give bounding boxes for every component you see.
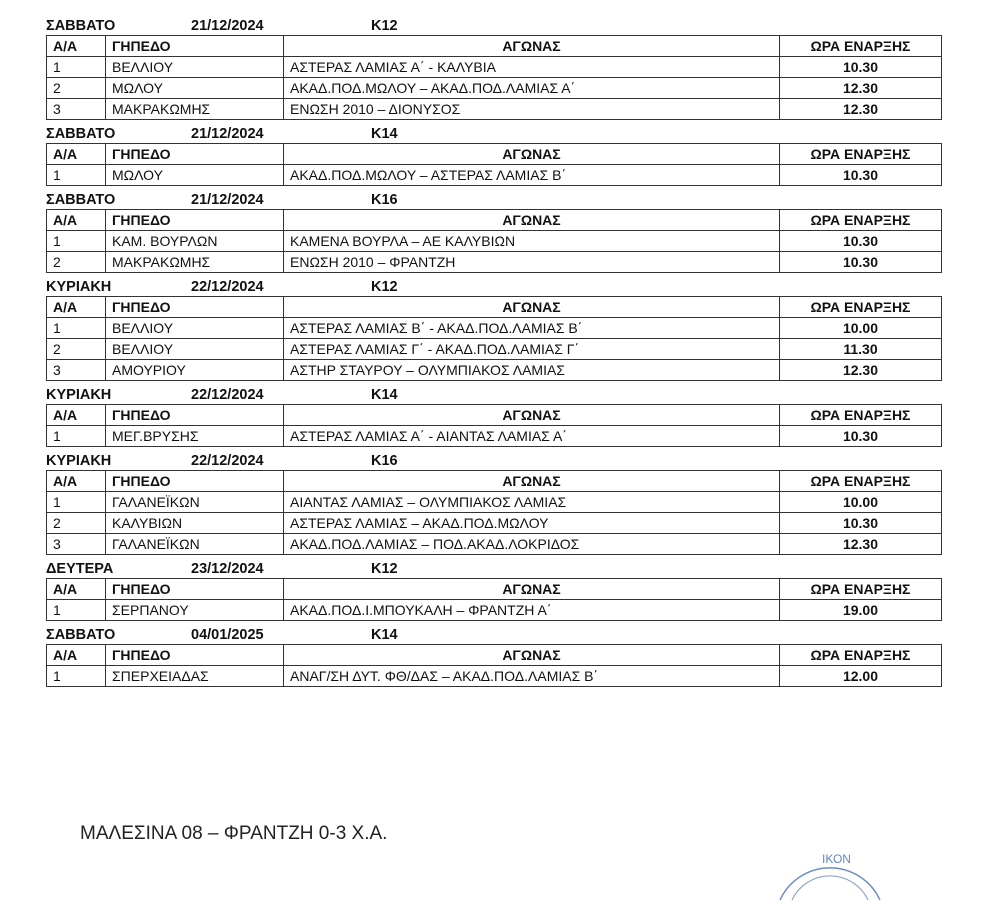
schedule-table [46,296,942,381]
date-label: 22/12/2024 [191,387,264,403]
cell-time: 12.30 [780,360,942,381]
cell-time: 19.00 [780,600,942,621]
header-aa: Α/Α [47,36,106,57]
header-field: ΓΗΠΕΔΟ [106,297,284,318]
day-header [46,381,941,404]
cell-time: 10.30 [780,165,942,186]
cell-match: ΑΣΤΕΡΑΣ ΛΑΜΙΑΣ Α΄ - ΚΑΛΥΒΙΑ [284,57,780,78]
header-time: ΩΡΑ ΕΝΑΡΞΗΣ [780,645,942,666]
schedule-table [46,404,942,447]
cell-match: ΑΣΤΕΡΑΣ ΛΑΜΙΑΣ Β΄ - ΑΚΑΔ.ΠΟΔ.ΛΑΜΙΑΣ Β΄ [284,318,780,339]
day-header [46,120,941,143]
header-time: ΩΡΑ ΕΝΑΡΞΗΣ [780,579,942,600]
day-block [46,12,941,120]
cell-field: ΒΕΛΛΙΟΥ [106,57,284,78]
cell-time: 10.30 [780,57,942,78]
cell-time: 10.30 [780,252,942,273]
table-row [47,426,942,447]
header-time: ΩΡΑ ΕΝΑΡΞΗΣ [780,405,942,426]
date-label: 04/01/2025 [191,627,264,643]
header-field: ΓΗΠΕΔΟ [106,579,284,600]
cell-time: 10.00 [780,318,942,339]
header-aa: Α/Α [47,210,106,231]
table-row [47,492,942,513]
category-label: Κ14 [371,126,398,142]
cell-field: ΜΕΓ.ΒΡΥΣΗΣ [106,426,284,447]
date-label: 21/12/2024 [191,18,264,34]
header-match: ΑΓΩΝΑΣ [284,297,780,318]
table-row [47,231,942,252]
cell-field: ΣΠΕΡΧΕΙΑΔΑΣ [106,666,284,687]
schedule-table [46,209,942,273]
cell-field: ΓΑΛΑΝΕΪΚΩΝ [106,534,284,555]
day-label: ΣΑΒΒΑΤΟ [46,18,116,34]
header-aa: Α/Α [47,144,106,165]
table-row [47,534,942,555]
cell-time: 10.00 [780,492,942,513]
date-label: 23/12/2024 [191,561,264,577]
cell-field: ΓΑΛΑΝΕΪΚΩΝ [106,492,284,513]
cell-field: ΑΜΟΥΡΙΟΥ [106,360,284,381]
day-block [46,621,941,687]
cell-time: 10.30 [780,231,942,252]
header-match: ΑΓΩΝΑΣ [284,471,780,492]
table-header-row [47,144,942,165]
cell-aa: 2 [47,339,106,360]
day-header [46,621,941,644]
table-row [47,57,942,78]
header-field: ΓΗΠΕΔΟ [106,405,284,426]
cell-match: ΑΚΑΔ.ΠΟΔ.ΜΩΛΟΥ – ΑΚΑΔ.ΠΟΔ.ΛΑΜΙΑΣ Α΄ [284,78,780,99]
cell-time: 12.30 [780,534,942,555]
table-row [47,360,942,381]
table-row [47,252,942,273]
table-row [47,600,942,621]
header-match: ΑΓΩΝΑΣ [284,144,780,165]
table-header-row [47,297,942,318]
day-label: ΚΥΡΙΑΚΗ [46,453,112,469]
table-row [47,318,942,339]
table-row [47,99,942,120]
cell-aa: 1 [47,600,106,621]
date-label: 21/12/2024 [191,126,264,142]
day-block [46,273,941,381]
cell-aa: 1 [47,165,106,186]
stamp-seal [770,842,890,902]
cell-field: ΜΩΛΟΥ [106,78,284,99]
table-header-row [47,405,942,426]
day-block [46,186,941,273]
day-block [46,555,941,621]
cell-time: 12.00 [780,666,942,687]
date-label: 22/12/2024 [191,453,264,469]
header-field: ΓΗΠΕΔΟ [106,36,284,57]
cell-time: 12.30 [780,78,942,99]
cell-aa: 1 [47,426,106,447]
cell-time: 12.30 [780,99,942,120]
category-label: Κ14 [371,627,398,643]
table-row [47,165,942,186]
day-block [46,381,941,447]
schedule-table [46,143,942,186]
cell-aa: 3 [47,360,106,381]
day-header [46,273,941,296]
table-row [47,513,942,534]
schedule-table [46,35,942,120]
cell-aa: 1 [47,318,106,339]
cell-match: ΕΝΩΣΗ 2010 – ΦΡΑΝΤΖΗ [284,252,780,273]
cell-match: ΑΣΤΕΡΑΣ ΛΑΜΙΑΣ – ΑΚΑΔ.ΠΟΔ.ΜΩΛΟΥ [284,513,780,534]
category-label: Κ12 [371,561,398,577]
table-row [47,339,942,360]
day-label: ΚΥΡΙΑΚΗ [46,279,112,295]
schedule-table [46,470,942,555]
header-match: ΑΓΩΝΑΣ [284,645,780,666]
day-header [46,12,941,35]
cell-aa: 2 [47,78,106,99]
cell-match: ΚΑΜΕΝΑ ΒΟΥΡΛΑ – ΑΕ ΚΑΛΥΒΙΩΝ [284,231,780,252]
schedule-document [46,12,941,687]
category-label: Κ12 [371,18,398,34]
cell-match: ΑΣΤΗΡ ΣΤΑΥΡΟΥ – ΟΛΥΜΠΙΑΚΟΣ ΛΑΜΙΑΣ [284,360,780,381]
date-label: 21/12/2024 [191,192,264,208]
cell-time: 11.30 [780,339,942,360]
day-label: ΣΑΒΒΑΤΟ [46,627,116,643]
day-label: ΚΥΡΙΑΚΗ [46,387,112,403]
cell-match: ΑΚΑΔ.ΠΟΔ.ΜΩΛΟΥ – ΑΣΤΕΡΑΣ ΛΑΜΙΑΣ Β΄ [284,165,780,186]
stamp-text: ΙΚΟΝ [822,852,851,866]
header-match: ΑΓΩΝΑΣ [284,210,780,231]
table-row [47,666,942,687]
cell-match: ΑΚΑΔ.ΠΟΔ.Ι.ΜΠΟΥΚΑΛΗ – ΦΡΑΝΤΖΗ Α΄ [284,600,780,621]
cell-match: ΑΚΑΔ.ΠΟΔ.ΛΑΜΙΑΣ – ΠΟΔ.ΑΚΑΔ.ΛΟΚΡΙΔΟΣ [284,534,780,555]
table-header-row [47,579,942,600]
day-header [46,186,941,209]
cell-field: ΒΕΛΛΙΟΥ [106,318,284,339]
header-time: ΩΡΑ ΕΝΑΡΞΗΣ [780,210,942,231]
header-match: ΑΓΩΝΑΣ [284,579,780,600]
cell-field: ΚΑΜ. ΒΟΥΡΛΩΝ [106,231,284,252]
cell-field: ΒΕΛΛΙΟΥ [106,339,284,360]
day-header [46,555,941,578]
day-label: ΔΕΥΤΕΡΑ [46,561,114,577]
cell-time: 10.30 [780,426,942,447]
cell-field: ΣΕΡΠΑΝΟΥ [106,600,284,621]
header-aa: Α/Α [47,579,106,600]
cell-aa: 1 [47,492,106,513]
header-time: ΩΡΑ ΕΝΑΡΞΗΣ [780,471,942,492]
cell-match: ΑΣΤΕΡΑΣ ΛΑΜΙΑΣ Γ΄ - ΑΚΑΔ.ΠΟΔ.ΛΑΜΙΑΣ Γ΄ [284,339,780,360]
table-header-row [47,210,942,231]
header-field: ΓΗΠΕΔΟ [106,144,284,165]
header-match: ΑΓΩΝΑΣ [284,405,780,426]
header-field: ΓΗΠΕΔΟ [106,471,284,492]
header-aa: Α/Α [47,645,106,666]
header-aa: Α/Α [47,297,106,318]
header-time: ΩΡΑ ΕΝΑΡΞΗΣ [780,144,942,165]
schedule-table [46,578,942,621]
table-header-row [47,36,942,57]
cell-field: ΚΑΛΥΒΙΩΝ [106,513,284,534]
cell-match: ΕΝΩΣΗ 2010 – ΔΙΟΝΥΣΟΣ [284,99,780,120]
cell-aa: 1 [47,666,106,687]
header-match: ΑΓΩΝΑΣ [284,36,780,57]
schedule-table [46,644,942,687]
category-label: Κ16 [371,453,398,469]
category-label: Κ16 [371,192,398,208]
cell-match: ΑΙΑΝΤΑΣ ΛΑΜΙΑΣ – ΟΛΥΜΠΙΑΚΟΣ ΛΑΜΙΑΣ [284,492,780,513]
cell-aa: 3 [47,99,106,120]
date-label: 22/12/2024 [191,279,264,295]
table-header-row [47,471,942,492]
cell-time: 10.30 [780,513,942,534]
header-time: ΩΡΑ ΕΝΑΡΞΗΣ [780,36,942,57]
category-label: Κ12 [371,279,398,295]
cell-field: ΜΑΚΡΑΚΩΜΗΣ [106,99,284,120]
day-block [46,447,941,555]
header-field: ΓΗΠΕΔΟ [106,210,284,231]
cell-match: ΑΝΑΓ/ΣΗ ΔΥΤ. ΦΘ/ΔΑΣ – ΑΚΑΔ.ΠΟΔ.ΛΑΜΙΑΣ Β΄ [284,666,780,687]
day-label: ΣΑΒΒΑΤΟ [46,192,116,208]
cell-aa: 1 [47,57,106,78]
cell-field: ΜΩΛΟΥ [106,165,284,186]
cell-match: ΑΣΤΕΡΑΣ ΛΑΜΙΑΣ Α΄ - ΑΙΑΝΤΑΣ ΛΑΜΙΑΣ Α΄ [284,426,780,447]
header-time: ΩΡΑ ΕΝΑΡΞΗΣ [780,297,942,318]
day-label: ΣΑΒΒΑΤΟ [46,126,116,142]
day-header [46,447,941,470]
cell-aa: 2 [47,252,106,273]
day-block [46,120,941,186]
cell-field: ΜΑΚΡΑΚΩΜΗΣ [106,252,284,273]
category-label: Κ14 [371,387,398,403]
cell-aa: 3 [47,534,106,555]
table-header-row [47,645,942,666]
cell-aa: 1 [47,231,106,252]
header-aa: Α/Α [47,471,106,492]
footer-note: ΜΑΛΕΣΙΝΑ 08 – ΦΡΑΝΤΖΗ 0-3 Χ.Α. [80,823,388,844]
header-aa: Α/Α [47,405,106,426]
cell-aa: 2 [47,513,106,534]
header-field: ΓΗΠΕΔΟ [106,645,284,666]
table-row [47,78,942,99]
